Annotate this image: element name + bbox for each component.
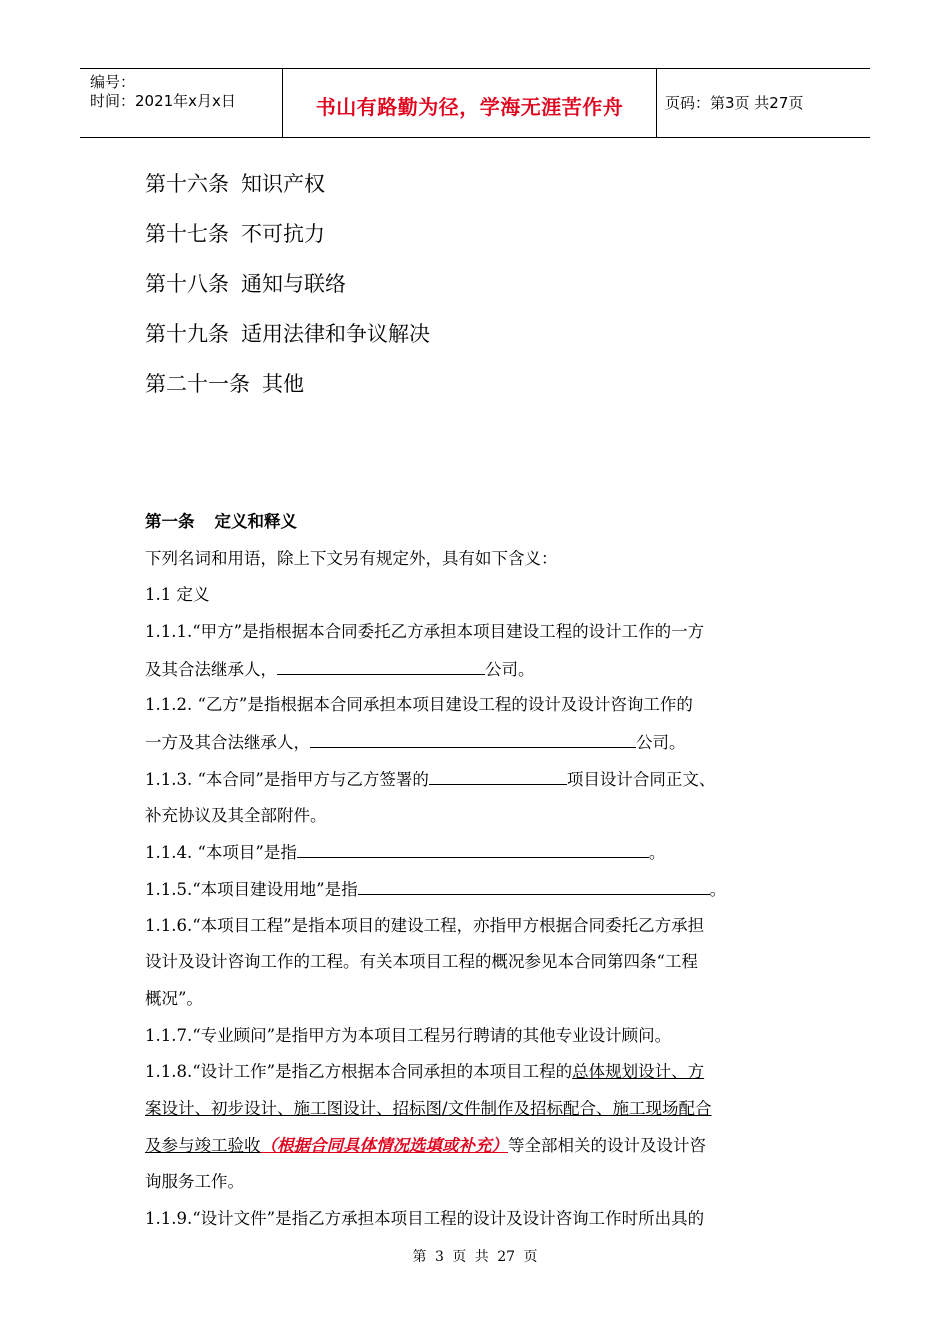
text-span: 项目设计合同正文、 [566,769,716,789]
toc-num: 第十八条 [145,272,229,296]
underlined-line: 案设计、初步设计、施工图设计、招标图/文件制作及招标配合、施工现场配合 [145,1099,712,1118]
paragraph-line: 1.1.6.“本项目工程”是指本项目的建设工程，亦指甲方根据合同委托乙方承担 [145,915,705,935]
text-span: 等全部相关的设计及设计咨 [508,1135,706,1155]
article-heading [145,510,810,547]
text-span: 。 [648,843,666,863]
page-header [80,68,870,138]
paragraph-line: 补充协议及其全部附件。 [145,805,327,825]
fill-blank[interactable] [277,657,485,675]
underlined-text: 及参与竣工验收 [145,1135,261,1155]
text-span: 公司。 [636,733,686,753]
toc-num: 第十九条 [145,322,229,346]
paragraph-line [145,840,810,877]
table-of-contents [145,168,430,418]
toc-item [145,368,430,418]
text-span: 及其合法继承人， [145,659,277,679]
paragraph-line [145,1134,810,1171]
paragraph-line: 1.1.7.“专业顾问”是指甲方为本项目工程另行聘请的其他专业设计顾问。 [145,1025,672,1045]
text-span: 。 [709,879,727,899]
toc-num: 第十七条 [145,222,229,246]
toc-title: 通知与联络 [241,272,346,296]
toc-item [145,268,430,318]
text-span: 1.1.4. “本项目”是指 [145,843,297,863]
paragraph-line [145,730,810,767]
toc-title: 知识产权 [241,172,325,196]
toc-title: 其他 [262,372,304,396]
section-title: 1.1 定义 [145,585,210,605]
toc-title: 不可抗力 [241,222,325,246]
paragraph-line: 概况”。 [145,988,203,1008]
paragraph-line: 1.1.1.“甲方”是指根据本合同委托乙方承担本项目建设工程的设计工作的一方 [145,622,705,642]
toc-num: 第十六条 [145,172,229,196]
header-info-cell [80,69,283,137]
underlined-text: 总体规划设计、方 [572,1062,705,1082]
text-span: 1.1.5.“本项目建设用地”是指 [145,879,358,899]
paragraph-line: 设计及设计咨询工作的工程。有关本项目工程的概况参见本合同第四条“工程 [145,952,698,972]
paragraph-line [145,1060,810,1097]
paragraph-line [145,877,810,914]
toc-item [145,168,430,218]
page-footer: 第 3 页 共 27 页 [412,1249,538,1265]
header-motto-cell [283,69,657,137]
intro-line: 下列名词和用语，除上下文另有规定外，具有如下含义： [145,548,558,568]
text-span: 1.1.3. “本合同”是指甲方与乙方签署的 [145,769,429,789]
paragraph-line: 1.1.9.“设计文件”是指乙方承担本项目工程的设计及设计咨询工作时所出具的 [145,1209,705,1229]
paragraph-line: 询服务工作。 [145,1172,244,1192]
toc-item [145,218,430,268]
number-label: 编号： [90,73,136,91]
fill-blank[interactable] [429,767,567,785]
text-span: 公司。 [485,659,535,679]
motto-text: 书山有路勤为径，学海无涯苦作舟 [315,95,624,119]
page-code: 页码：第3页 共27页 [665,94,804,112]
heading-num: 第一条 [145,512,195,531]
toc-item [145,318,430,368]
fill-blank[interactable] [297,840,649,858]
article-body [145,510,810,1244]
text-span: 一方及其合法继承人， [145,733,310,753]
paragraph-line [145,767,810,804]
toc-title: 适用法律和争议解决 [241,322,430,346]
red-note: （根据合同具体情况选填或补充） [260,1135,508,1155]
toc-num: 第二十一条 [145,372,250,396]
text-span: 1.1.8.“设计工作”是指乙方根据本合同承担的本项目工程的 [145,1062,573,1082]
fill-blank[interactable] [358,877,710,895]
heading-title: 定义和释义 [214,512,297,531]
paragraph-line: 1.1.2. “乙方”是指根据本合同承担本项目建设工程的设计及设计咨询工作的 [145,695,693,715]
time-label: 时间：2021年x月x日 [90,92,236,110]
header-page-cell [657,69,870,137]
paragraph-line [145,657,810,694]
fill-blank[interactable] [310,730,636,748]
